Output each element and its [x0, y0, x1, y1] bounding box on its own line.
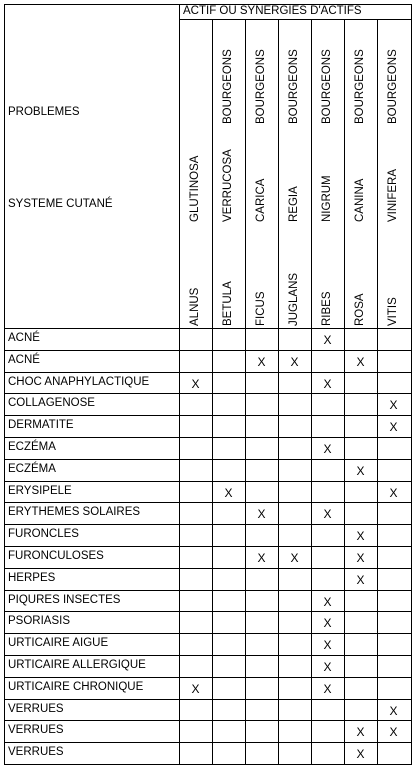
row-divider [4, 568, 411, 569]
column-divider [311, 19, 312, 764]
row-label: VERRUES [8, 746, 64, 759]
row-label: ACNÉ [8, 332, 40, 344]
mark-x: X [257, 551, 266, 565]
row-divider [4, 546, 411, 547]
column-genus: ALNUS [189, 287, 201, 326]
mark-x: X [257, 507, 266, 522]
column-genus: ROSA [354, 293, 366, 326]
mark-x: X [356, 572, 365, 587]
mark-x: X [290, 551, 299, 565]
mark-x: X [323, 660, 332, 674]
row-divider [4, 350, 411, 351]
mark-x: X [323, 594, 332, 609]
row-label: VERRUES [8, 724, 64, 737]
column-divider [344, 19, 345, 764]
mark-x: X [224, 485, 233, 500]
mark-x: X [323, 442, 332, 456]
mark-x: X [323, 507, 332, 522]
mark-x: X [356, 747, 365, 762]
row-label: URTICAIRE CHRONIQUE [8, 680, 144, 693]
table-title: ACTIF OU SYNERGIES D'ACTIFS [183, 5, 362, 17]
row-divider [4, 415, 411, 416]
row-label: URTICAIRE ALLERGIQUE [8, 659, 146, 671]
column-type: BOURGEONS [222, 49, 234, 124]
row-divider [4, 502, 411, 503]
mark-x: X [257, 354, 266, 369]
row-label: PSORIASIS [8, 615, 70, 628]
mark-x: X [356, 551, 365, 565]
column-divider [212, 19, 213, 764]
column-species: NIGRUM [321, 175, 333, 222]
row-label: ERYTHEMES SOLAIRES [8, 506, 141, 519]
column-species: CARICA [255, 178, 267, 222]
row-label: ACNÉ [8, 353, 40, 366]
row-label: ECZÉMA [8, 462, 56, 475]
mark-x: X [389, 703, 398, 718]
mark-x: X [356, 725, 365, 740]
mark-x: X [389, 398, 398, 413]
row-divider [4, 459, 411, 460]
row-divider [4, 590, 411, 591]
mark-x: X [191, 376, 200, 391]
row-label: FURONCLES [8, 528, 79, 541]
row-divider [4, 742, 411, 743]
column-divider [245, 19, 246, 764]
column-species: CANINA [354, 178, 366, 222]
column-species: REGIA [288, 186, 300, 222]
problemes-label: PROBLEMES [8, 106, 80, 118]
row-divider [4, 699, 411, 700]
row-divider [4, 393, 411, 394]
mark-x: X [356, 529, 365, 544]
mark-x: X [389, 420, 398, 435]
row-label: DERMATITE [8, 419, 74, 432]
row-label: ERYSIPELE [8, 484, 72, 497]
mark-x: X [356, 354, 365, 369]
row-divider [4, 524, 411, 525]
mark-x: X [356, 463, 365, 478]
column-type: BOURGEONS [387, 49, 399, 124]
row-divider [4, 720, 411, 721]
row-divider [4, 372, 411, 373]
column-genus: VITIS [387, 297, 399, 326]
row-divider [4, 677, 411, 678]
border-left [4, 4, 5, 764]
row-divider [4, 481, 411, 482]
row-label: URTICAIRE AIGUE [8, 637, 109, 650]
mark-x: X [323, 681, 332, 696]
row-divider [4, 764, 411, 765]
row-label: PIQURES INSECTES [8, 593, 121, 606]
mark-x: X [191, 681, 200, 696]
mark-x: X [323, 333, 332, 347]
row-divider [4, 611, 411, 612]
border-top [4, 4, 411, 5]
column-type: BOURGEONS [354, 49, 366, 124]
row-divider [4, 633, 411, 634]
row-label: FURONCULOSES [8, 550, 104, 562]
column-type: BOURGEONS [321, 49, 333, 124]
row-divider [4, 655, 411, 656]
row-label: VERRUES [8, 702, 64, 715]
row-label: COLLAGENOSE [8, 397, 95, 410]
column-type: BOURGEONS [255, 49, 267, 124]
row-label: CHOC ANAPHYLACTIQUE [8, 375, 150, 388]
row-label: HERPES [8, 571, 56, 584]
column-genus: BETULA [222, 281, 234, 326]
column-divider [278, 19, 279, 764]
mark-x: X [389, 485, 398, 500]
mark-x: X [323, 376, 332, 391]
mark-x: X [323, 638, 332, 653]
mark-x: X [323, 616, 332, 631]
column-species: GLUTINOSA [189, 155, 201, 222]
column-type: BOURGEONS [288, 49, 300, 124]
systeme-cutane-label: SYSTEME CUTANÉ [8, 198, 113, 210]
row-divider [4, 437, 411, 438]
row-divider [4, 328, 411, 329]
column-genus: RIBES [321, 291, 333, 326]
label-divider [179, 4, 180, 764]
column-divider [377, 19, 378, 764]
row-label: ECZÉMA [8, 441, 56, 453]
column-species: VINIFERA [387, 168, 399, 222]
column-genus: JUGLANS [288, 272, 300, 326]
mark-x: X [389, 725, 398, 740]
column-species: VERRUCOSA [222, 149, 234, 222]
column-genus: FICUS [255, 291, 267, 326]
border-right [411, 4, 412, 764]
mark-x: X [290, 354, 299, 369]
